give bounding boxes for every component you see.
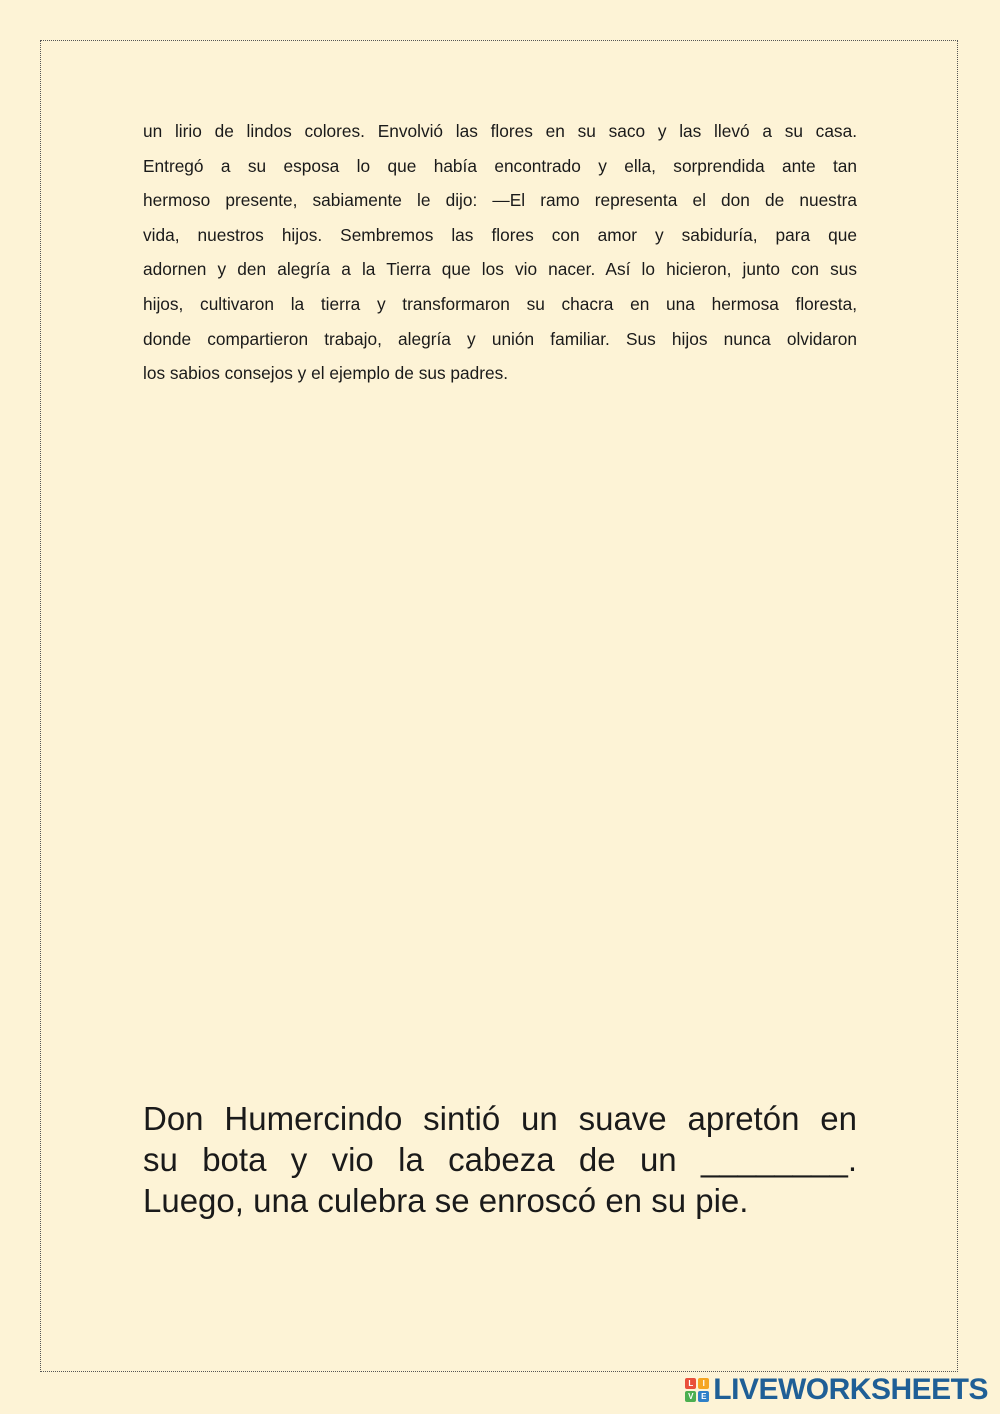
answer-blank[interactable]: ________.: [701, 1141, 857, 1178]
story-line: un lirio de lindos colores. Envolvió las flores en su saco y las llevó a su casa.: [143, 121, 857, 141]
story-line: adornen y den alegría a la Tierra que los vio nacer. Así lo hicieron, junto con sus: [143, 259, 857, 280]
story-line: vida, nuestros hijos. Sembremos las flores con amor y sabiduría, para que: [143, 224, 857, 245]
logo-mark-letter: I: [698, 1378, 709, 1389]
liveworksheets-logo: [685, 1372, 988, 1408]
story-line: hijos, cultivaron la tierra y transformaron su chacra en una hermosa floresta,: [143, 293, 857, 314]
fill-in-question: [143, 1098, 857, 1221]
story-line: Entregó a su esposa lo que había encontrado y ella, sorprendida ante tan: [143, 155, 857, 176]
question-line-2-text: su bota y vio la cabeza de un: [143, 1141, 677, 1178]
logo-mark-letter: E: [698, 1391, 709, 1402]
logo-mark-icon: [685, 1378, 709, 1402]
question-line-1: Don Humercindo sintió un suave apretón en: [143, 1100, 857, 1137]
story-line: los sabios consejos y el ejemplo de sus padres.: [143, 363, 509, 384]
logo-mark-letter: L: [685, 1378, 696, 1389]
question-line-2: [143, 1139, 857, 1180]
story-line: hermoso presente, sabiamente le dijo: —El ramo representa el don de nuestra: [143, 190, 857, 211]
logo-text: LIVEWORKSHEETS: [713, 1373, 988, 1406]
question-line-3: Luego, una culebra se enroscó en su pie.: [143, 1182, 749, 1219]
logo-mark-letter: V: [685, 1391, 696, 1402]
story-line: donde compartieron trabajo, alegría y unión familiar. Sus hijos nunca olvidaron: [143, 328, 857, 349]
story-paragraph: [143, 114, 857, 391]
